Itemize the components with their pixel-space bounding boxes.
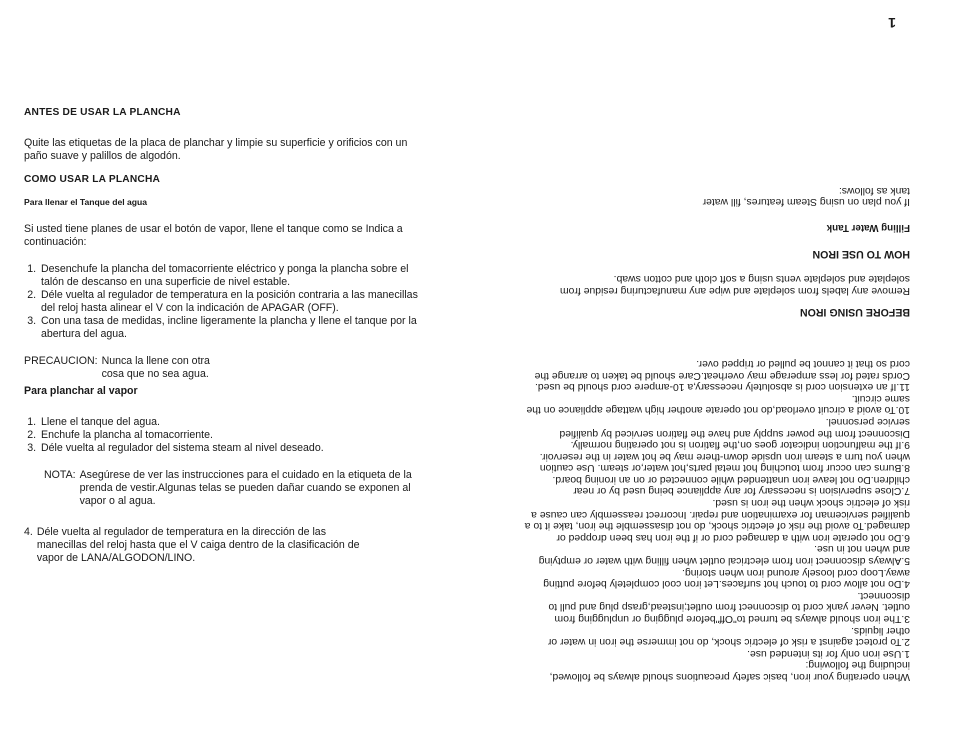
step-four — [24, 526, 424, 565]
list-item: 1. Llene el tanque del agua. — [39, 416, 424, 429]
list-item: 4.Do not allow cord to touch hot surfaces.Let iron cool completely before putting away.Loop cord loosely around iron when storing. — [543, 566, 910, 590]
steam-steps-list — [24, 416, 424, 455]
caution-label: PRECAUCION: — [24, 355, 98, 367]
page-number: 1 — [888, 15, 896, 31]
fabric-note — [24, 469, 424, 508]
heading-antes-de-usar: ANTES DE USAR LA PLANCHA — [24, 107, 181, 118]
list-item: 8.Burns can occur from touching hot metal parts,hot water,or steam. Use caution when you turn a steam iron upside down-there may be hot water in the reservoir. — [539, 450, 910, 474]
paragraph-steam-intro: Si usted tiene planes de usar el botón de vapor, llene el tanque como se Indica a continuación: — [24, 223, 403, 248]
list-item: 1. Desenchufe la plancha del tomacorriente eléctrico y ponga la plancha sobre el talón de descanso en una superficie de nivel estable. — [39, 263, 424, 289]
list-item: 3. Con una tasa de medidas, incline ligeramente la plancha y llene el tanque por la abertura del agua. — [39, 315, 424, 341]
caution-text: Nunca la llene con otra cosa que no sea agua. — [101, 355, 210, 380]
safety-list — [524, 357, 910, 658]
english-content — [524, 184, 910, 682]
list-item: 9.If the malfunction indicator goes on,the flatiron is not operating normally. Disconnect from the power supply and have the flatiron serviced by qualified service personnel. — [559, 415, 910, 451]
list-item: 10.To avoid a circuit overload,do not operate another high wattage appliance on the same circuit. — [526, 392, 910, 416]
paragraph-preparation: Quite las etiquetas de la placa de planchar y limpie su superficie y orificios con un paño suave y palillos de algodón. — [24, 137, 408, 162]
note-text: Asegúrese de ver las instrucciones para el cuidado en la etiqueta de la prenda de vestir.Algunas telas se pueden dañar cuando se exponen al vapor o al agua. — [79, 469, 412, 507]
english-page-upside-down — [500, 12, 910, 682]
list-item: 5.Always disconnect iron from electrical outlet when filling with water or emptying and when not in use. — [538, 543, 910, 567]
heading-llenar-tanque: Para llenar el Tanque del agua — [24, 197, 148, 207]
list-item: 2. Enchufe la plancha al tomacorriente. — [39, 429, 424, 442]
heading-filling-tank: Filling Water Tank — [826, 222, 910, 233]
list-item: 2. Déle vuelta al regulador de temperatura en la posición contraria a las manecillas del reloj hasta alinear el V con la indicación de APAGAR (OFF). — [39, 289, 424, 315]
list-item: 7.Close supervision is necessary for any appliance being used by or near children.Do not leave iron unattended while connected or on an ironing board. — [552, 473, 910, 497]
list-item: 11.If an extension cord is absolutely necessary,a 10-ampere cord should be used. Cords rated for less amperage may overheat.Care should be taken to arrange the cord so that it cannot be pulled or tripped over. — [534, 357, 910, 393]
step-four-text: Déle vuelta al regulador de temperatura en la dirección de las manecillas del reloj hasta que el V caiga dentro de la clasificación de vapor de LANA/ALGODON/LINO. — [36, 526, 360, 564]
heading-before-using: BEFORE USING IRON — [799, 306, 910, 319]
note-label: NOTA: — [44, 469, 76, 481]
spanish-page — [24, 106, 424, 565]
before-text: Remove any labels from soleplate and wipe any manufacturing residue from soleplate and soleplate vents using a soft cloth and cotton swab. — [560, 273, 910, 296]
safety-intro: When operating your iron, basic safety precautions should always be followed, including the following: — [549, 659, 910, 682]
caution-note — [24, 355, 424, 381]
heading-how-to-use: HOW TO USE IRON — [812, 247, 910, 260]
list-item: 1.Use iron only for its intended use. — [747, 647, 910, 659]
step-four-number: 4. — [24, 526, 33, 538]
heading-planchar-vapor: Para planchar al vapor — [24, 385, 138, 397]
list-item: 3.The iron should always be turned to"Off"before plugging or unplugging from outlet. Never yank cord to disconnect from outlet;instead,grasp plug and pull to disconnect. — [548, 589, 910, 625]
list-item: 6.Do not operate iron with a damaged cord or if the iron has been dropped or damaged.To avoid the risk of electric shock, do not disassemble the iron, take it to a qualified serviceman for examination and repair. Incorrect reassembly can cause a risk of electric shock when the iron is used. — [524, 497, 910, 543]
filling-steps-list — [24, 263, 424, 341]
list-item: 3. Déle vuelta al regulador del sistema steam al nivel deseado. — [39, 442, 424, 455]
heading-como-usar: COMO USAR LA PLANCHA — [24, 174, 161, 185]
filling-text: If you plan on using Steam features, fill water tank as follows: — [702, 184, 910, 208]
list-item: 2.To protect against a risk of electric shock, do not immerse the iron in water or other liquids. — [547, 624, 910, 648]
